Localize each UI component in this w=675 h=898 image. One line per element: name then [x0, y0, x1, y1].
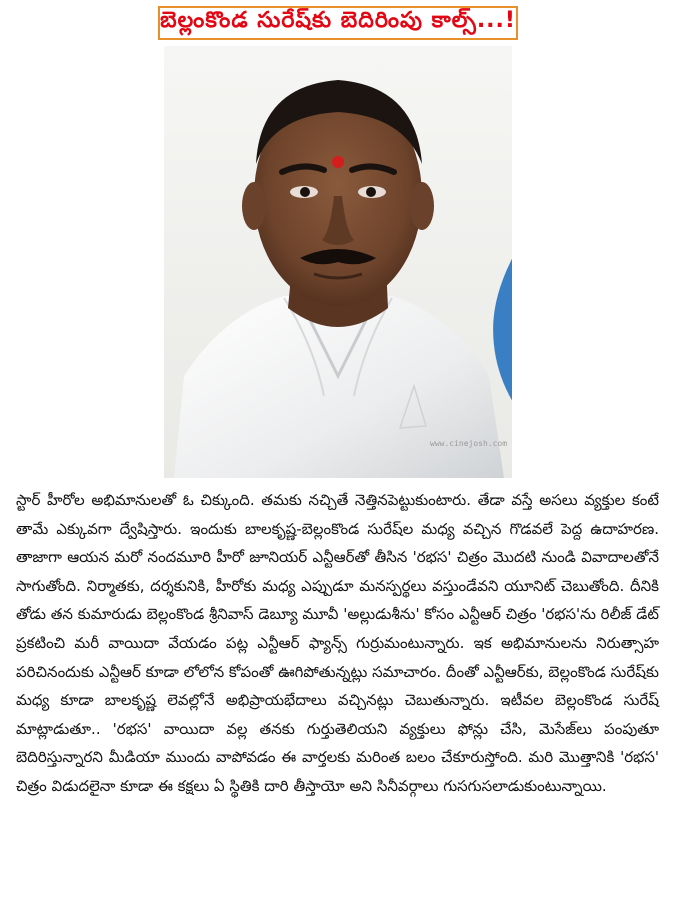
article-photo: [164, 46, 512, 478]
article-body-text: స్టార్ హీరోల అభిమానులతో ఓ చిక్కుంది. తమకు నచ్చితే నెత్తినపెట్టుకుంటారు. తేడా వస్తే అసలు వ్యక్తుల కంటే తామే ఎక్కువగా ద్వేషిస్తారు. ఇందుకు బాలకృష్ణ-బెల్లంకొండ సురేష్‌ల మధ్య వచ్చిన గొడవలే పెద్ద ఉదాహరణ. తాజాగా ఆయన మరో నందమూరి హీరో జూనియర్ ఎన్టీఆర్‌తో తీసిన 'రభస' చిత్రం మొదటి నుండి వివాదాలతోనే సాగుతోంది. నిర్మాతకు, దర్శకునికి, హీరోకు మధ్య ఎప్పుడూ మనస్పర్థలు వస్తుండేవని యూనిట్ చెబుతోంది. దీనికి తోడు తన కుమారుడు బెల్లంకొండ శ్రీనివాస్ డెబ్యూ మూవీ 'అల్లుడుశీను' కోసం ఎన్టీఆర్ చిత్రం 'రభస'ను రిలీజ్ డేట్ ప్రకటించి మరీ వాయిదా వేయడం పట్ల ఎన్టీఆర్ ఫ్యాన్స్ గుర్రుమంటున్నారు. ఇక అభిమానులను నిరుత్సాహ పరిచినందుకు ఎన్టీఆర్ కూడా లోలోన కోపంతో ఊగిపోతున్నట్లు సమాచారం. దీంతో ఎన్టీఆర్‌కు, బెల్లంకొండ సురేష్‌కు మధ్య కూడా బాలకృష్ణ లెవల్లోనే అభిప్రాయభేదాలు వచ్చినట్లు చెబుతున్నారు. ఇటీవల బెల్లంకొండ సురేష్ మాట్లాడుతూ.. 'రభస' వాయిదా వల్ల తనకు గుర్తుతెలియని వ్యక్తులు ఫోన్లు చేసి, మెసేజ్‌లు పంపుతూ బెదిరిస్తున్నారని మీడియా ముందు వాపోవడం ఈ వార్తలకు మరింత బలం చేకూరుస్తోంది. మరి మొత్తానికి 'రభస' చిత్రం విడుదలైనా కూడా ఈ కక్షలు ఏ స్థితికి దారి తీస్తాయో అని సినీవర్గాలు గుసగుసలాడుకుంటున్నాయి.: [16, 491, 659, 795]
headline-banner: [158, 6, 518, 40]
photo-watermark: www.cinejosh.com: [430, 439, 508, 448]
headline-title: బెల్లంకొండ సురేష్‌కు బెదిరింపు కాల్స్...!: [160, 8, 516, 33]
logo-icon: [460, 56, 502, 104]
